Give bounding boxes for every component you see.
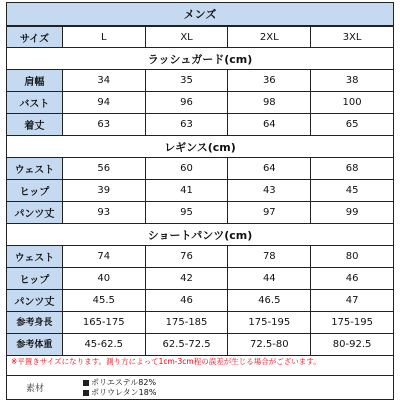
table-cell: 78 (228, 246, 311, 268)
table-cell: 42 (146, 268, 229, 290)
row-label: ウェスト (7, 158, 63, 180)
section-title-shortpants: ショートパンツ(cm) (6, 224, 394, 246)
table-cell: 38 (311, 70, 394, 92)
table-cell: 94 (63, 92, 146, 114)
table-cell: 95 (146, 202, 229, 224)
table-cell: 99 (311, 202, 394, 224)
table-cell: 56 (63, 158, 146, 180)
table-cell: 63 (146, 114, 229, 136)
table-cell: 46 (311, 268, 394, 290)
table-cell: 68 (311, 158, 394, 180)
row-label: ウェスト (7, 246, 63, 268)
table-cell: 175-195 (311, 312, 394, 334)
row-label: ヒップ (7, 268, 63, 290)
table-cell: 46 (146, 290, 229, 312)
table-cell: 76 (146, 246, 229, 268)
table-cell: 100 (311, 92, 394, 114)
square-bullet-icon (83, 380, 89, 386)
table-row (6, 290, 394, 312)
table-cell: 175-195 (228, 312, 311, 334)
table-row (6, 268, 394, 290)
table-row (6, 180, 394, 202)
chart-title: メンズ (6, 2, 394, 26)
table-cell: 46.5 (228, 290, 311, 312)
table-cell: 34 (63, 70, 146, 92)
material-item (83, 388, 156, 398)
table-cell: 175-185 (146, 312, 229, 334)
table-cell: 80-92.5 (311, 334, 394, 356)
table-cell: 74 (63, 246, 146, 268)
table-row (6, 202, 394, 224)
table-cell: 45-62.5 (63, 334, 146, 356)
table-cell: 165-175 (63, 312, 146, 334)
table-row (6, 158, 394, 180)
row-label: バスト (7, 92, 63, 114)
table-cell: 47 (311, 290, 394, 312)
square-bullet-icon (83, 390, 89, 396)
table-row (6, 92, 394, 114)
row-label: パンツ丈 (7, 202, 63, 224)
table-cell: 60 (146, 158, 229, 180)
size-col-xl: XL (146, 27, 229, 48)
table-row (6, 114, 394, 136)
table-cell: 80 (311, 246, 394, 268)
measurement-note: ※平置きサイズになります。測り方によって1cm-3cm程の誤差が生じる場合がございます。 (6, 356, 394, 376)
table-cell: 93 (63, 202, 146, 224)
row-label: 参考体重 (7, 334, 63, 356)
table-cell: 44 (228, 268, 311, 290)
table-cell: 64 (228, 114, 311, 136)
material-item (83, 378, 156, 388)
size-header-row (6, 26, 394, 48)
table-cell: 35 (146, 70, 229, 92)
table-cell: 45.5 (63, 290, 146, 312)
material-list (63, 376, 393, 399)
table-cell: 40 (63, 268, 146, 290)
row-label: ヒップ (7, 180, 63, 202)
row-label: パンツ丈 (7, 290, 63, 312)
size-col-l: L (63, 27, 146, 48)
table-cell: 45 (311, 180, 394, 202)
table-cell: 97 (228, 202, 311, 224)
table-cell: 43 (228, 180, 311, 202)
row-label: 肩幅 (7, 70, 63, 92)
material-text: ポリウレタン18% (91, 387, 157, 397)
table-row (6, 70, 394, 92)
row-label: 着丈 (7, 114, 63, 136)
table-row (6, 246, 394, 268)
table-cell: 65 (311, 114, 394, 136)
table-cell: 39 (63, 180, 146, 202)
table-cell: 41 (146, 180, 229, 202)
table-cell: 63 (63, 114, 146, 136)
table-cell: 72.5-80 (228, 334, 311, 356)
table-cell: 36 (228, 70, 311, 92)
size-col-2xl: 2XL (228, 27, 311, 48)
size-col-3xl: 3XL (311, 27, 394, 48)
material-text: ポリエステル82% (91, 377, 157, 387)
size-chart (6, 2, 394, 400)
material-label: 素材 (25, 384, 44, 394)
table-row (6, 312, 394, 334)
table-row (6, 334, 394, 356)
section-title-rashguard: ラッシュガード(cm) (6, 48, 394, 70)
material-row (6, 376, 394, 400)
table-cell: 96 (146, 92, 229, 114)
table-cell: 64 (228, 158, 311, 180)
table-cell: 98 (228, 92, 311, 114)
size-header-label: サイズ (7, 27, 63, 48)
table-cell: 62.5-72.5 (146, 334, 229, 356)
row-label: 参考身長 (7, 312, 63, 334)
section-title-leggings: レギンス(cm) (6, 136, 394, 158)
